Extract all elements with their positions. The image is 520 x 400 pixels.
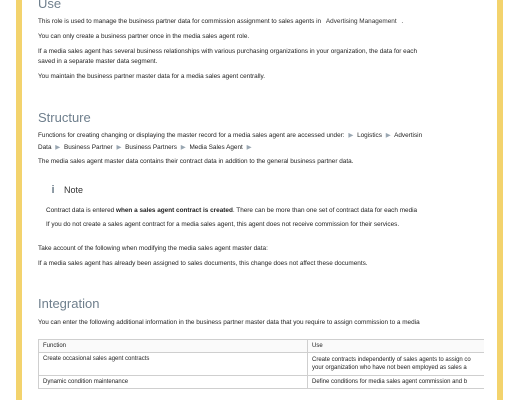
document-content — [38, 0, 484, 400]
right-margin-bar — [497, 0, 503, 400]
info-icon: i — [51, 184, 55, 196]
table-row — [39, 376, 485, 389]
use-paragraph-4: You maintain the business partner master data for a media sales agent centrally. — [38, 73, 265, 80]
table-row — [39, 353, 485, 376]
use-paragraph-3-line-2: saved in a separate master data segment. — [38, 58, 158, 65]
table-cell-use: Define conditions for media sales agent commission and b — [308, 376, 485, 389]
path-item-business-partner[interactable]: Business Partner — [63, 144, 113, 151]
table-cell-use: Create contracts independently of sales agents to assign co your organization who have not been employed as sales a — [308, 353, 485, 376]
table-cell-function: Create occasional sales agent contracts — [39, 353, 308, 376]
path-end-icon: ▶ — [246, 144, 252, 151]
table-header-row — [39, 340, 485, 353]
structure-path-continued — [38, 143, 253, 152]
use-paragraph-2: You can only create a business partner once in the media sales agent role. — [38, 33, 250, 40]
path-separator-icon: ▶ — [348, 132, 354, 139]
path-item-data[interactable]: Data — [38, 144, 52, 151]
column-header-function: Function — [39, 340, 308, 353]
use-paragraph-3-line-1: If a media sales agent has several business relationships with various purchasing organizations in your organization, the data for each — [38, 48, 418, 55]
use-paragraph-1: This role is used to manage the business partner data for commission assignment to sales agents in Advertising Management . — [38, 18, 404, 25]
structure-paragraph-2: The media sales agent master data contains their contract data in addition to the general business partner data. — [38, 158, 354, 165]
column-header-use: Use — [308, 340, 485, 353]
integration-paragraph-1: You can enter the following additional information in the business partner master data that you require to assign commission to a media — [38, 319, 420, 326]
structure-paragraph-4: If a media sales agent has already been assigned to sales documents, this change does not affect these documents. — [38, 260, 368, 267]
path-item-media-sales-agent[interactable]: Media Sales Agent — [189, 144, 243, 151]
path-separator-icon: ▶ — [116, 144, 122, 151]
structure-paragraph-1: Functions for creating changing or displaying the master record for a media sales agent are accessed under: ▶ Logistics ▶ Advertisin — [38, 132, 423, 139]
path-separator-icon: ▶ — [180, 144, 186, 151]
path-item-advertising[interactable]: Advertisin — [394, 132, 423, 139]
table-cell-function: Dynamic condition maintenance — [39, 376, 308, 389]
structure-paragraph-3: Take account of the following when modifying the media sales agent master data: — [38, 245, 268, 252]
note-header — [48, 184, 83, 196]
section-heading-use: Use — [38, 0, 62, 11]
path-item-logistics[interactable]: Logistics — [357, 132, 382, 139]
left-margin-bar — [16, 0, 22, 400]
note-line-2: If you do not create a sales agent contract for a media sales agent, this agent does not receive commission for their services. — [46, 221, 400, 228]
section-heading-structure: Structure — [38, 110, 91, 125]
function-table — [38, 339, 484, 389]
note-title: Note — [64, 185, 84, 195]
section-heading-integration: Integration — [38, 296, 100, 311]
path-separator-icon: ▶ — [385, 132, 391, 139]
note-line-1: Contract data is entered when a sales agent contract is created. There can be more than one set of contract data for each media — [46, 207, 418, 214]
path-item-business-partners[interactable]: Business Partners — [125, 144, 177, 151]
advertising-management-link[interactable]: Advertising Management — [325, 18, 397, 25]
path-separator-icon: ▶ — [55, 144, 61, 151]
